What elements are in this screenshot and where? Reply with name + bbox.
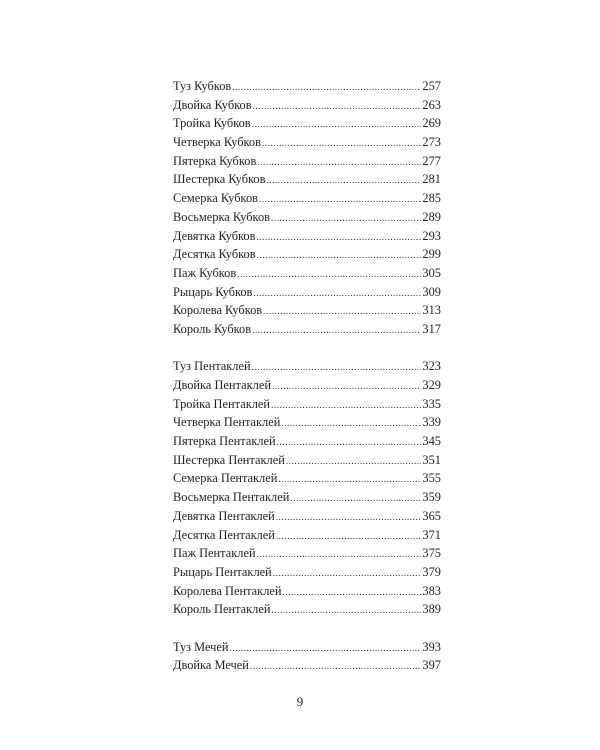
toc-entry	[173, 582, 441, 601]
toc-entry-title: Пятерка Кубков	[173, 153, 257, 168]
toc-entry-page: 277	[422, 153, 441, 168]
dot-leader	[271, 396, 421, 414]
toc-entry	[173, 96, 441, 115]
dot-leader	[271, 209, 421, 227]
toc-entry-title: Король Пентаклей	[173, 602, 271, 617]
dot-leader	[252, 358, 422, 376]
toc-entry-page: 397	[422, 658, 441, 673]
toc-entry-title: Шестерка Пентаклей	[173, 452, 285, 467]
toc-entry-page: 309	[422, 284, 441, 299]
toc-entry-title: Королева Пентаклей	[173, 583, 282, 598]
toc-entry-title: Пятерка Пентаклей	[173, 434, 276, 449]
toc-entry	[173, 208, 441, 227]
toc-entry-page: 293	[422, 228, 441, 243]
dot-leader	[257, 246, 422, 264]
toc-entry	[173, 432, 441, 451]
dot-leader	[253, 97, 422, 115]
toc-entry-title: Туз Пентаклей	[173, 359, 251, 374]
toc-entry-title: Паж Кубков	[173, 265, 237, 280]
dot-leader	[230, 639, 422, 657]
toc-entry-page: 305	[422, 265, 441, 280]
toc-entry-page: 355	[422, 471, 441, 486]
toc-entry-page: 359	[422, 490, 441, 505]
toc-entry-title: Девятка Кубков	[173, 228, 256, 243]
toc-entry	[173, 507, 441, 526]
toc-entry-title: Двойка Кубков	[173, 97, 252, 112]
dot-leader	[253, 284, 421, 302]
toc-entry	[173, 488, 441, 507]
toc-entry	[173, 227, 441, 246]
toc-entry-title: Паж Пентаклей	[173, 546, 256, 561]
toc-entry	[173, 320, 441, 339]
dot-leader	[237, 265, 421, 283]
toc-entry-page: 375	[422, 546, 441, 561]
toc-entry-page: 339	[422, 415, 441, 430]
toc-entry-page: 365	[422, 508, 441, 523]
dot-leader	[278, 470, 421, 488]
toc-entry-page: 263	[422, 97, 441, 112]
toc-entry-title: Восьмерка Кубков	[173, 209, 270, 224]
dot-leader	[276, 508, 422, 526]
toc-section	[173, 77, 441, 339]
toc-entry-title: Туз Кубков	[173, 79, 232, 93]
toc-entry	[173, 526, 441, 545]
toc-entry	[173, 283, 441, 302]
dot-leader	[283, 583, 422, 601]
dot-leader	[256, 228, 421, 246]
toc-entry	[173, 114, 441, 133]
dot-leader	[262, 134, 421, 152]
toc-entry	[173, 77, 441, 96]
toc-entry-page: 393	[422, 639, 441, 654]
toc-entry-title: Король Кубков	[173, 321, 252, 336]
toc-entry	[173, 451, 441, 470]
toc-entry	[173, 656, 441, 675]
dot-leader	[252, 321, 421, 339]
toc-entry-page: 313	[422, 303, 441, 318]
toc-section	[173, 357, 441, 619]
toc-entry-title: Туз Мечей	[173, 639, 229, 654]
toc-section	[173, 638, 441, 675]
toc-entry	[173, 301, 441, 320]
toc-entry-title: Десятка Кубков	[173, 247, 256, 262]
toc-entry	[173, 264, 441, 283]
toc-entry	[173, 152, 441, 171]
dot-leader	[281, 414, 421, 432]
toc-entry-page: 323	[422, 359, 441, 374]
dot-leader	[263, 302, 421, 320]
toc-entry-title: Двойка Мечей	[173, 658, 249, 673]
toc-entry	[173, 544, 441, 563]
toc-entry	[173, 133, 441, 152]
toc-entry-page: 345	[422, 434, 441, 449]
toc-entry-page: 351	[422, 452, 441, 467]
dot-leader	[273, 564, 422, 582]
toc-entry	[173, 638, 441, 657]
toc-entry-page: 383	[422, 583, 441, 598]
toc-entry-title: Семерка Кубков	[173, 191, 258, 206]
toc-entry-title: Тройка Кубков	[173, 116, 251, 131]
toc-entry-page: 285	[422, 191, 441, 206]
dot-leader	[272, 377, 421, 395]
toc-entry	[173, 395, 441, 414]
toc-entry-title: Девятка Пентаклей	[173, 508, 275, 523]
toc-entry-page: 371	[422, 527, 441, 542]
dot-leader	[232, 78, 421, 96]
table-of-contents	[173, 77, 441, 694]
toc-entry-page: 299	[422, 247, 441, 262]
toc-entry	[173, 469, 441, 488]
toc-entry-title: Рыцарь Пентаклей	[173, 564, 272, 579]
dot-leader	[266, 171, 421, 189]
toc-entry-page: 281	[422, 172, 441, 187]
dot-leader	[286, 452, 422, 470]
dot-leader	[252, 115, 422, 133]
toc-entry	[173, 376, 441, 395]
toc-entry-page: 389	[422, 602, 441, 617]
dot-leader	[257, 545, 422, 563]
toc-entry-title: Шестерка Кубков	[173, 172, 266, 187]
toc-entry	[173, 245, 441, 264]
toc-entry	[173, 170, 441, 189]
toc-entry	[173, 357, 441, 376]
toc-entry-page: 379	[422, 564, 441, 579]
toc-entry-title: Четверка Кубков	[173, 135, 261, 150]
toc-entry-page: 317	[422, 321, 441, 336]
toc-entry-page: 257	[422, 79, 441, 93]
toc-entry-title: Двойка Пентаклей	[173, 378, 271, 392]
dot-leader	[257, 153, 421, 171]
toc-entry	[173, 189, 441, 208]
toc-entry	[173, 600, 441, 619]
toc-entry-page: 335	[422, 396, 441, 411]
toc-entry-title: Королева Кубков	[173, 303, 263, 318]
dot-leader	[290, 489, 421, 507]
toc-entry-title: Четверка Пентаклей	[173, 415, 281, 430]
toc-entry	[173, 413, 441, 432]
toc-entry-title: Восьмерка Пентаклей	[173, 490, 290, 505]
dot-leader	[277, 433, 422, 451]
dot-leader	[250, 657, 422, 675]
dot-leader	[259, 190, 421, 208]
page-number: 9	[296, 694, 304, 709]
toc-entry-title: Семерка Пентаклей	[173, 471, 278, 486]
toc-entry-title: Десятка Пентаклей	[173, 527, 275, 542]
toc-entry-title: Тройка Пентаклей	[173, 396, 271, 411]
toc-entry	[173, 563, 441, 582]
toc-entry-page: 273	[422, 135, 441, 150]
dot-leader	[276, 527, 421, 545]
dot-leader	[271, 601, 421, 619]
toc-entry-page: 269	[422, 116, 441, 131]
toc-entry-page: 289	[422, 209, 441, 224]
toc-entry-title: Рыцарь Кубков	[173, 284, 253, 299]
toc-entry-page: 329	[422, 378, 441, 392]
